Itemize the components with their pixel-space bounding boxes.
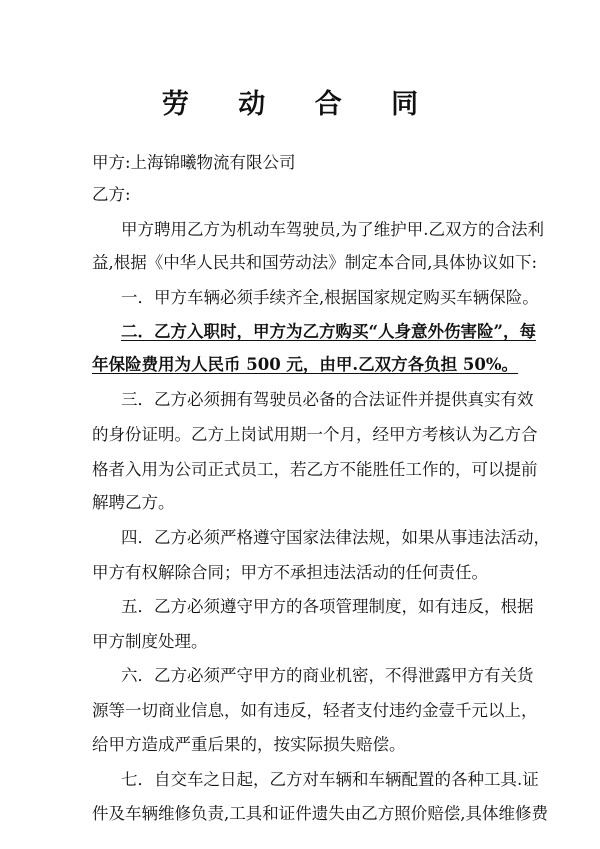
clause-7-line-2: 件及车辆维修负责,工具和证件遗失由乙方照价赔偿,具体维修费: [92, 804, 548, 823]
clause-4-line-2: 甲方有权解除合同；甲方不承担违法活动的任何责任。: [92, 563, 488, 582]
clause-1-line-1: 一．甲方车辆必须手续齐全,根据国家规定购买车辆保险。: [121, 288, 539, 307]
clause-6-line-2: 源等一切商业信息，如有违反，轻者支付违约金壹千元以上，: [92, 701, 538, 720]
clause-5-line-1: 五．乙方必须遵守甲方的各项管理制度，如有违反，根据: [121, 597, 534, 616]
clause-2-line-1: 二．乙方入职时，甲方为乙方购买“人身意外伤害险”，每: [121, 322, 536, 341]
party-a-line: 甲方:上海锦曦物流有限公司: [92, 153, 296, 172]
intro-line-1: 甲方聘用乙方为机动车驾驶员,为了维护甲.乙双方的合法利: [121, 220, 544, 239]
clause-6-line-3: 给甲方造成严重后果的，按实际损失赔偿。: [92, 735, 406, 754]
document-title: 劳 动 合 同: [161, 89, 439, 120]
clause-4-line-1: 四．乙方必须严格遵守国家法律法规，如果从事违法活动，: [121, 528, 550, 547]
clause-3-line-4: 解聘乙方。: [92, 493, 175, 512]
clause-3-line-2: 的身份证明。乙方上岗试用期一个月，经甲方考核认为乙方合: [92, 425, 538, 444]
party-b-line: 乙方:: [92, 185, 131, 204]
clause-3-line-3: 格者入用为公司正式员工，若乙方不能胜任工作的，可以提前: [92, 460, 538, 479]
clause-6-line-1: 六．乙方必须严守甲方的商业机密，不得泄露甲方有关货: [121, 666, 534, 685]
intro-line-2: 益,根据《中华人民共和国劳动法》制定本合同,具体协议如下:: [92, 253, 538, 272]
clause-2-line-2: 年保险费用为人民币 500 元，由甲.乙双方各负担 50%。: [92, 355, 519, 374]
clause-3-line-1: 三．乙方必须拥有驾驶员必备的合法证件并提供真实有效: [121, 390, 534, 409]
clause-7-line-1: 七．自交车之日起，乙方对车辆和车辆配置的各种工具.证: [121, 770, 539, 789]
clause-5-line-2: 甲方制度处理。: [92, 632, 208, 651]
